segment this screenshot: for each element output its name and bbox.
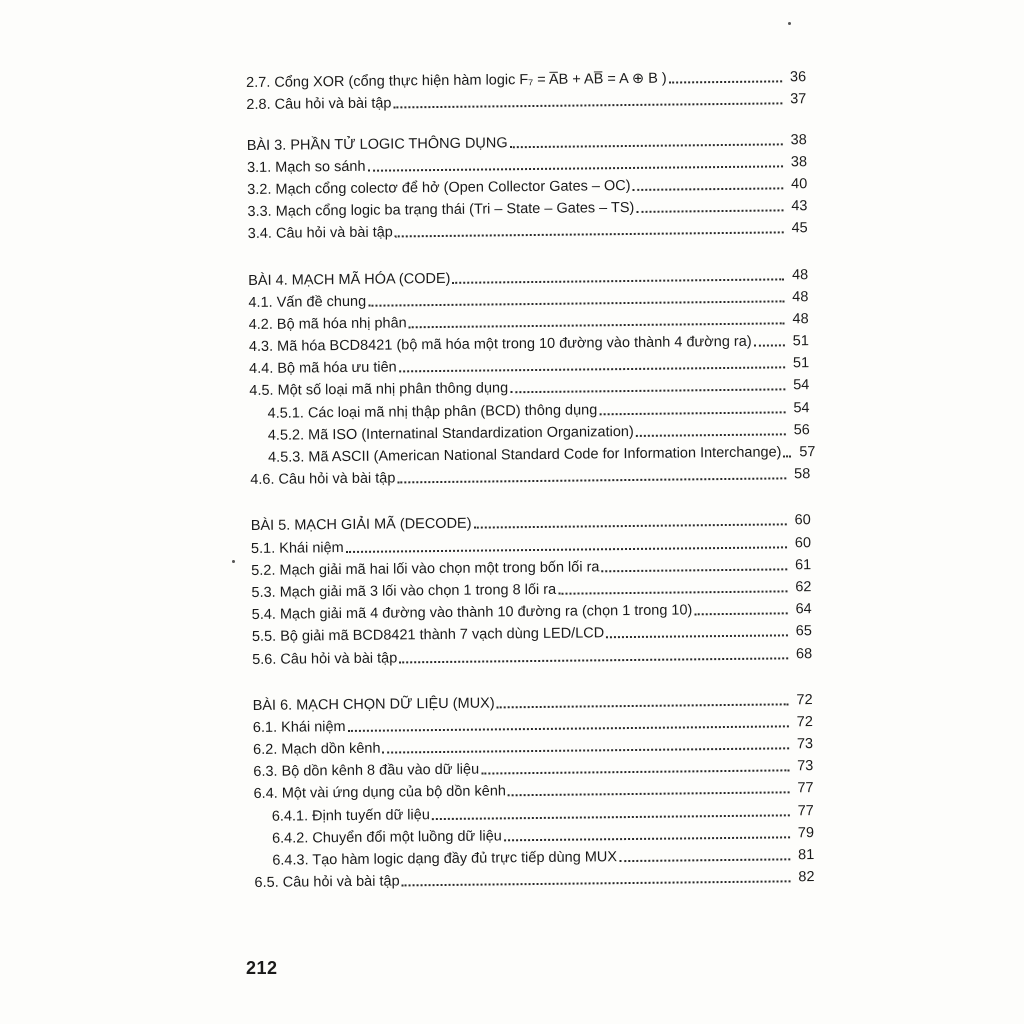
toc-entry-label: 4.5. Một số loại mã nhị phân thông dụng: [249, 380, 509, 400]
toc-entry-label: 6.3. Bộ dồn kênh 8 đầu vào dữ liệu: [253, 761, 480, 781]
toc-page-number: 81: [798, 847, 815, 864]
toc-page-number: 60: [794, 512, 811, 529]
toc-page-number: 51: [792, 333, 809, 350]
toc-entry-label: 3.4. Câu hỏi và bài tập: [247, 224, 393, 243]
toc-entry-label: 4.5.2. Mã ISO (Internatinal Standardization Organization): [267, 423, 634, 444]
toc-entry-label: 3.3. Mạch cổng logic ba trạng thái (Tri – State – Gates – TS): [247, 200, 635, 221]
dot-leader: [481, 769, 789, 775]
toc-entry-label: BÀI 3. PHẦN TỬ LOGIC THÔNG DỤNG: [246, 134, 508, 154]
toc-entry-label: 5.4. Mạch giải mã 4 đường vào thành 10 đường ra (chọn 1 trong 10): [251, 602, 693, 624]
toc-page-number: 72: [796, 713, 813, 731]
dot-leader: [601, 567, 787, 572]
toc-page-number: 58: [794, 466, 811, 483]
dot-leader: [619, 857, 790, 862]
dot-leader: [504, 835, 790, 841]
toc-page-number: 54: [793, 399, 810, 416]
dot-leader: [508, 791, 790, 797]
toc-entry-label: 6.4.1. Định tuyến dữ liệu: [271, 806, 430, 825]
toc-entry-label: 5.6. Câu hỏi và bài tập: [252, 649, 398, 668]
toc-page-number: 48: [791, 266, 809, 283]
dot-leader: [474, 523, 787, 529]
dot-leader: [368, 299, 784, 306]
dot-leader: [393, 102, 782, 109]
dot-leader: [397, 477, 786, 484]
toc-page-number: 43: [791, 198, 808, 215]
dot-leader: [402, 880, 791, 887]
toc-page-number: 62: [795, 579, 812, 596]
toc-page-number: 38: [790, 153, 808, 171]
toc-entry-label: 2.8. Câu hỏi và bài tập: [246, 95, 392, 114]
toc-page-number: 40: [791, 176, 808, 193]
toc-page-number: 36: [789, 69, 807, 86]
dot-leader: [497, 702, 789, 708]
table-of-contents: [246, 64, 815, 892]
dot-leader: [348, 724, 789, 732]
speck: [232, 560, 235, 563]
toc-page-number: 61: [794, 556, 812, 574]
toc-entry-label: 4.6. Câu hỏi và bài tập: [250, 470, 396, 489]
toc-entry-label: 6.1. Khái niệm: [252, 718, 346, 736]
toc-page-number: 45: [791, 220, 808, 237]
toc-entry-label: BÀI 6. MẠCH CHỌN DỮ LIỆU (MUX): [252, 695, 495, 714]
dot-leader: [669, 80, 782, 84]
dot-leader: [452, 277, 784, 283]
dot-leader: [409, 321, 785, 328]
toc-page-number: 54: [793, 377, 810, 394]
dot-leader: [599, 410, 785, 415]
toc-page-number: 68: [795, 645, 813, 662]
dot-leader: [368, 164, 784, 171]
dot-leader: [694, 611, 787, 615]
dot-leader: [636, 432, 786, 437]
toc-entry-label: 6.2. Mạch dồn kênh: [253, 740, 381, 759]
dot-leader: [633, 186, 784, 191]
toc-page-number: 77: [797, 780, 814, 797]
toc-entry-label: 5.3. Mạch giải mã 3 lối vào chọn 1 trong 8 lối ra: [251, 581, 557, 601]
dot-leader: [606, 634, 788, 639]
toc-page-number: 79: [797, 824, 815, 842]
dot-leader: [510, 142, 783, 148]
toc-entry-label: 5.2. Mạch giải mã hai lối vào chọn một trong bốn lối ra: [251, 559, 600, 579]
toc-page-number: 77: [797, 802, 814, 819]
dot-leader: [346, 545, 787, 553]
toc-entry-label: 4.5.3. Mã ASCII (American National Standard Code for Information Interchange): [267, 444, 782, 466]
toc-entry-label: 4.1. Vấn đề chung: [248, 293, 367, 311]
toc-entry-label: 6.4.2. Chuyển đổi một luồng dữ liệu: [271, 828, 502, 847]
dot-leader: [558, 589, 787, 594]
toc-entry-label: 3.2. Mạch cổng colectơ để hở (Open Collector Gates – OC): [247, 177, 631, 198]
toc-page-number: 65: [795, 623, 812, 640]
toc-page-number: 73: [796, 736, 814, 753]
dot-leader: [383, 746, 790, 753]
toc-entry-label: 2.7. Cổng XOR (cổng thực hiện hàm logic F₇ = A̅B + AB̅ = A ⊕ B ): [246, 70, 667, 92]
dot-leader: [636, 209, 783, 214]
toc-page-number: 37: [790, 91, 807, 108]
toc-entry-label: 4.4. Bộ mã hóa ưu tiên: [249, 359, 397, 378]
toc-entry-label: 6.4.3. Tạo hàm logic dạng đầy đủ trực tiếp dùng MUX: [272, 849, 618, 869]
toc-entry-label: 5.1. Khái niệm: [250, 539, 344, 557]
page-number: 212: [246, 958, 278, 978]
toc-page-number: 48: [792, 310, 809, 328]
toc-page-number: 60: [794, 534, 812, 551]
toc-page-number: 48: [792, 288, 809, 305]
toc-page-number: 51: [792, 355, 810, 372]
toc-entry-label: 6.5. Câu hỏi và bài tập: [254, 873, 400, 892]
toc-page-number: 64: [795, 601, 812, 618]
dot-leader: [399, 656, 788, 663]
toc-page-number: 56: [793, 421, 810, 439]
dot-leader: [510, 388, 785, 394]
toc-entry-label: 3.1. Mạch so sánh: [246, 158, 366, 176]
toc-entry-label: 4.2. Bộ mã hóa nhị phân: [248, 315, 407, 333]
dot-leader: [432, 813, 790, 820]
dot-leader: [783, 454, 791, 457]
toc-entry-label: BÀI 4. MẠCH MÃ HÓA (CODE): [248, 270, 451, 289]
dot-leader: [754, 343, 785, 346]
toc-page-number: 72: [796, 691, 813, 708]
toc-page-number: 57: [799, 444, 816, 461]
dot-leader: [395, 231, 784, 238]
toc-entry-label: 6.4. Một vài ứng dụng của bộ dồn kênh: [253, 783, 507, 803]
toc-page-number: 82: [798, 869, 815, 886]
toc-page-number: 73: [797, 758, 814, 775]
dot-leader: [399, 366, 785, 373]
toc-page-number: 38: [790, 131, 807, 148]
toc-entry-label: 5.5. Bộ giải mã BCD8421 thành 7 vạch dùng LED/LCD: [251, 625, 605, 646]
toc-entry-label: 4.3. Mã hóa BCD8421 (bộ mã hóa một trong 10 đường vào thành 4 đường ra): [248, 333, 752, 356]
toc-entry-label: 4.5.1. Các loại mã nhị thập phân (BCD) thông dụng: [267, 401, 598, 422]
toc-entry-label: BÀI 5. MẠCH GIẢI MÃ (DECODE): [250, 516, 472, 535]
speck: [788, 22, 791, 25]
